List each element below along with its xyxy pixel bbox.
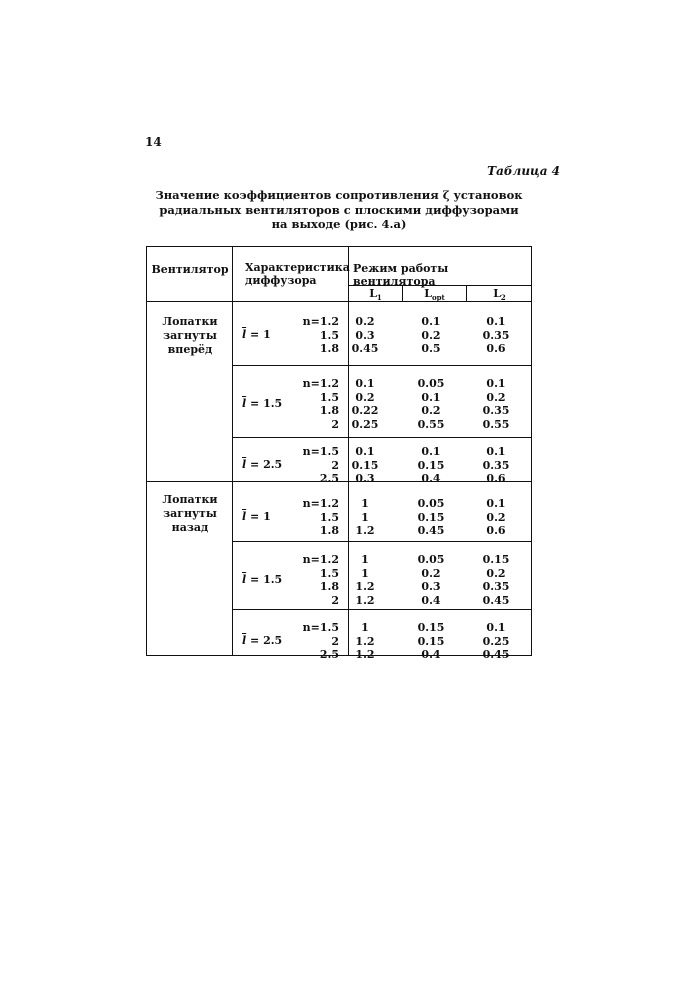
diffuser-length-symbol: $\overline{l}$ [242, 458, 247, 472]
value-cell-l1: 0.15 [351, 458, 379, 472]
expansion-ratio-cell: n=1.2 [302, 497, 339, 510]
value-cell-l2: 0.55 [482, 417, 510, 431]
group-divider [232, 437, 531, 438]
diffuser-length-label [242, 510, 271, 523]
value-cell-l1: 0.1 [355, 377, 375, 390]
value-cell-l1: 0.2 [355, 315, 375, 328]
value-cell-l2: 0.2 [486, 390, 506, 404]
value-cell-l2: 0.15 [482, 553, 510, 566]
diffuser-length-value: = 1 [246, 510, 271, 524]
expansion-ratio-cell: 1.8 [319, 580, 339, 594]
diffuser-length-label [242, 328, 271, 341]
value-cell-lopt: 0.15 [417, 458, 445, 472]
value-cell-l1: 1 [361, 621, 369, 634]
expansion-ratio-cell: 2.5 [319, 648, 339, 662]
value-cell-lopt: 0.2 [421, 328, 441, 342]
value-cell-l2: 0.1 [486, 445, 506, 458]
expansion-ratio-cell: 1.8 [319, 524, 339, 538]
value-cell-lopt: 0.3 [421, 580, 441, 594]
header-diffuser-line: диффузора [245, 274, 317, 287]
caption-line: на выходе (рис. 4.а) [271, 217, 407, 231]
fan-type-forward [147, 315, 233, 357]
diffuser-length-label [242, 397, 282, 410]
value-cell-lopt: 0.5 [421, 342, 441, 356]
expansion-ratio-cell: 1.8 [319, 342, 339, 356]
value-cell-l1: 1.2 [355, 580, 375, 594]
value-cell-lopt: 0.15 [417, 634, 445, 648]
fan-type-backward [147, 493, 233, 535]
value-cell-lopt: 0.2 [421, 404, 441, 418]
header-mode: Режим работы вентилятора [353, 262, 449, 288]
value-cell-l1: 1.2 [355, 648, 375, 662]
expansion-ratio-cell: n=1.2 [302, 377, 339, 390]
group-divider [232, 365, 531, 366]
diffuser-length-label [242, 458, 282, 471]
caption-line: радиальных вентиляторов с плоскими диффузорами [159, 202, 519, 217]
header-l1-main: L [369, 287, 377, 300]
diffuser-length-symbol: $\overline{l}$ [242, 396, 247, 410]
value-cell-l2: 0.6 [486, 524, 506, 538]
expansion-ratio-cell: n=1.2 [302, 315, 339, 328]
expansion-ratio-cell: 2 [331, 593, 339, 607]
value-cell-l2: 0.45 [482, 648, 510, 662]
value-cell-l2: 0.35 [482, 328, 510, 342]
value-cell-l1: 1 [361, 510, 369, 524]
value-cell-l2: 0.6 [486, 342, 506, 356]
value-cell-l2: 0.1 [486, 621, 506, 634]
value-cell-lopt: 0.2 [421, 566, 441, 580]
value-cell-l2: 0.2 [486, 566, 506, 580]
header-lopt-main: L [424, 287, 432, 300]
expansion-ratio-cell: 1.5 [319, 510, 339, 524]
expansion-ratio-cell: 2.5 [319, 472, 339, 486]
value-cell-l1: 1 [361, 566, 369, 580]
expansion-ratio-cell: 1.5 [319, 328, 339, 342]
value-cell-l2: 0.35 [482, 458, 510, 472]
header-diffuser [245, 261, 350, 287]
value-cell-l2: 0.35 [482, 404, 510, 418]
value-cell-lopt: 0.05 [417, 377, 445, 390]
expansion-ratio-cell: 2 [331, 634, 339, 648]
header-l1-sub: 1 [376, 293, 382, 303]
coefficients-table [146, 246, 532, 662]
header-l2 [467, 287, 532, 302]
fan-type-line: загнуты [163, 329, 217, 342]
expansion-ratio-cell: 1.8 [319, 404, 339, 418]
table-caption [146, 188, 532, 232]
value-cell-lopt: 0.15 [417, 621, 445, 634]
value-cell-l1: 0.22 [351, 404, 379, 418]
value-cell-l1: 0.25 [351, 417, 379, 431]
value-cell-l1: 1 [361, 497, 369, 510]
fan-type-line: загнуты [163, 507, 217, 520]
diffuser-length-symbol: $\overline{l}$ [242, 634, 247, 648]
value-cell-lopt: 0.1 [421, 445, 441, 458]
diffuser-length-value: = 2.5 [246, 458, 283, 472]
header-l2-main: L [493, 287, 501, 300]
expansion-ratio-cell: 2 [331, 417, 339, 431]
value-cell-lopt: 0.4 [421, 472, 441, 486]
header-l1 [349, 287, 402, 302]
value-cell-l1: 0.1 [355, 445, 375, 458]
expansion-ratio-cell: 1.5 [319, 390, 339, 404]
value-cell-l1: 1.2 [355, 593, 375, 607]
diffuser-length-symbol: $\overline{l}$ [242, 572, 247, 586]
value-cell-lopt: 0.05 [417, 553, 445, 566]
value-cell-lopt: 0.1 [421, 390, 441, 404]
value-cell-l2: 0.6 [486, 472, 506, 486]
value-cell-lopt: 0.15 [417, 510, 445, 524]
diffuser-length-label [242, 634, 282, 647]
header-lopt-sub: opt [431, 293, 445, 303]
expansion-ratio-cell: n=1.5 [302, 621, 339, 634]
value-cell-l1: 1.2 [355, 524, 375, 538]
diffuser-length-value: = 1 [246, 328, 271, 342]
diffuser-length-value: = 2.5 [246, 634, 283, 648]
diffuser-length-symbol: $\overline{l}$ [242, 328, 247, 342]
fan-type-line: Лопатки [162, 315, 218, 328]
value-cell-l2: 0.2 [486, 510, 506, 524]
caption-line: Значение коэффициентов сопротивления ζ установок [155, 188, 523, 202]
value-cell-l2: 0.1 [486, 377, 506, 390]
fan-type-line: назад [171, 521, 209, 534]
value-cell-l2: 0.1 [486, 315, 506, 328]
group-divider [232, 609, 531, 610]
table-label: Таблица 4 [487, 164, 560, 178]
expansion-ratio-cell: 1.5 [319, 566, 339, 580]
value-cell-lopt: 0.1 [421, 315, 441, 328]
diffuser-length-label [242, 573, 282, 586]
value-cell-l1: 1 [361, 553, 369, 566]
group-divider [232, 541, 531, 542]
diffuser-length-value: = 1.5 [246, 572, 283, 586]
diffuser-length-symbol: $\overline{l}$ [242, 510, 247, 524]
fan-type-line: Лопатки [162, 493, 218, 506]
expansion-ratio-cell: n=1.2 [302, 553, 339, 566]
value-cell-l1: 0.3 [355, 472, 375, 486]
value-cell-l1: 0.3 [355, 328, 375, 342]
fan-type-line: вперёд [167, 343, 213, 356]
expansion-ratio-cell: 2 [331, 458, 339, 472]
page-number: 14 [145, 135, 162, 149]
column-divider [232, 247, 233, 655]
value-cell-lopt: 0.45 [417, 524, 445, 538]
value-cell-l1: 0.2 [355, 390, 375, 404]
value-cell-lopt: 0.05 [417, 497, 445, 510]
header-l2-sub: 2 [500, 293, 506, 303]
value-cell-lopt: 0.55 [417, 417, 445, 431]
value-cell-l1: 1.2 [355, 634, 375, 648]
diffuser-length-value: = 1.5 [246, 396, 283, 410]
value-cell-l2: 0.45 [482, 593, 510, 607]
header-diffuser-line: Характеристика [245, 261, 350, 274]
header-lopt [403, 287, 466, 302]
value-cell-l1: 0.45 [351, 342, 379, 356]
header-fan: Вентилятор [151, 263, 229, 276]
value-cell-l2: 0.25 [482, 634, 510, 648]
value-cell-lopt: 0.4 [421, 648, 441, 662]
value-cell-lopt: 0.4 [421, 593, 441, 607]
value-cell-l2: 0.35 [482, 580, 510, 594]
value-cell-l2: 0.1 [486, 497, 506, 510]
expansion-ratio-cell: n=1.5 [302, 445, 339, 458]
